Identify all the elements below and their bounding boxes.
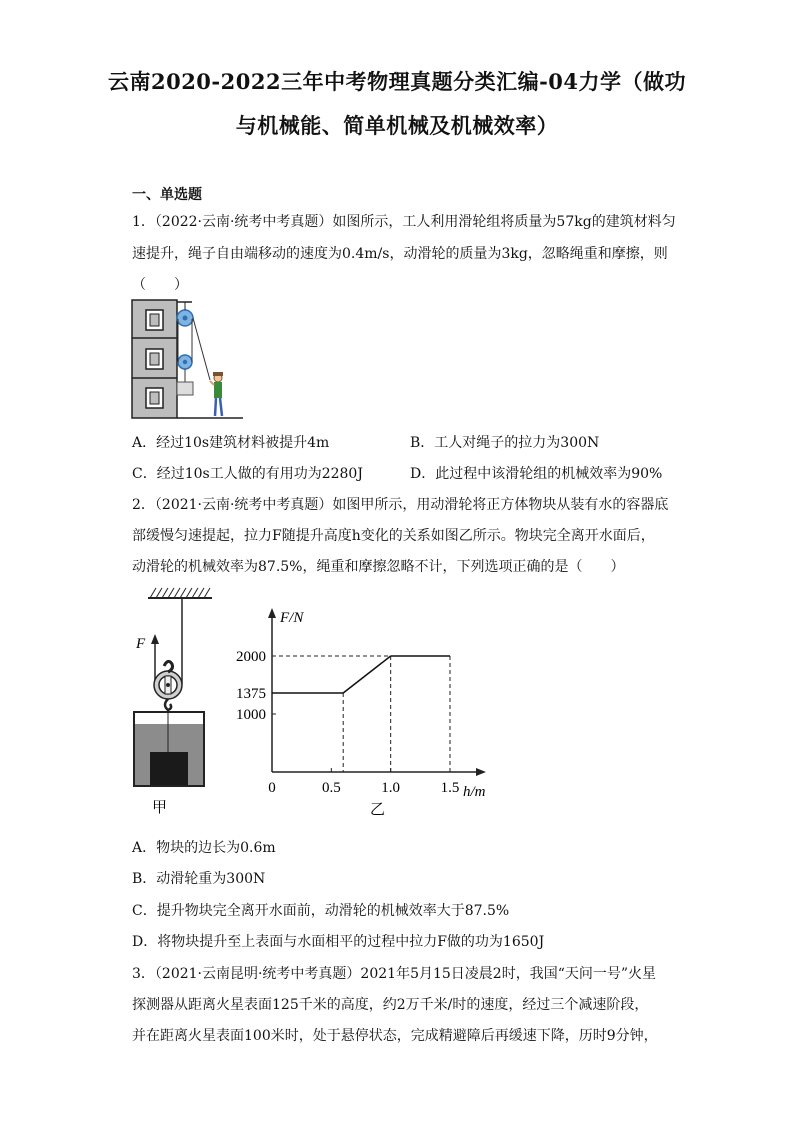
q1-option-d: D．此过程中该滑轮组的机械效率为90% [410,466,663,482]
q2-option-a: A．物块的边长为0.6m [132,840,276,856]
q1-option-c: C．经过10s工人做的有用功为2280J [132,466,363,482]
fig-yi-caption: 乙 [370,802,386,818]
q1-option-a: A．经过10s建筑材料被提升4m [132,435,330,451]
section-heading: 一、单选题 [132,187,202,203]
x-tick-label-1: 0.5 [321,780,341,796]
doc-title-line2: 与机械能、简单机械及机械效率） [235,113,559,138]
y-axis-label: F/N [280,610,304,626]
movable-pulley-figure [120,584,230,820]
q3-line-2: 探测器从距离火星表面125千米的高度，约2万千米/时的速度，经过三个减速阶段， [132,997,649,1013]
y-tick-label-1: 1375 [236,686,266,702]
y-tick-label-0: 2000 [236,649,266,665]
q1-line-2: 速提升，绳子自由端移动的速度为0.4m/s，动滑轮的质量为3kg，忽略绳重和摩擦，则 [132,246,668,262]
doc-title-line1: 云南2020-2022三年中考物理真题分类汇编-04力学（做功 [107,69,687,94]
q1-option-b: B．工人对绳子的拉力为300N [410,435,600,451]
q2-line-2: 部缓慢匀速提起，拉力F随提升高度h变化的关系如图乙所示。物块完全离开水面后， [132,528,655,544]
q3-line-3: 并在距离火星表面100米时，处于悬停状态，完成精避障后再缓速下降，历时9分钟， [132,1028,658,1044]
force-height-graph [230,600,500,820]
x-tick-label-2: 1.0 [381,780,401,796]
force-label-f: F [136,636,146,652]
x-tick-label-0: 0 [268,780,276,796]
q3-line-1: 3．（2021·云南昆明·统考中考真题）2021年5月15日凌晨2时，我国“天问一号”火星 [132,966,657,982]
q2-option-b: B．动滑轮重为300N [132,871,266,887]
pulley-building-figure [130,298,245,420]
series-segment-1 [343,656,390,693]
q2-line-3: 动滑轮的机械效率为87.5%，绳重和摩擦忽略不计，下列选项正确的是（ ） [132,559,625,575]
x-tick-label-3: 1.5 [440,780,460,796]
q1-line-1: 1．（2022·云南·统考中考真题）如图所示，工人利用滑轮组将质量为57kg的建筑材料匀 [132,214,676,230]
y-tick-label-2: 1000 [236,707,266,723]
fig-jia-caption: 甲 [152,800,168,816]
q2-option-d: D．将物块提升至上表面与水面相平的过程中拉力F做的功为1650J [132,934,545,950]
q2-line-1: 2．（2021·云南·统考中考真题）如图甲所示，用动滑轮将正方体物块从装有水的容器底 [132,497,669,513]
q1-line-3: （ ） [132,277,188,293]
x-axis-label: h/m [463,784,486,800]
q2-option-c: C．提升物块完全离开水面前，动滑轮的机械效率大于87.5% [132,903,510,919]
